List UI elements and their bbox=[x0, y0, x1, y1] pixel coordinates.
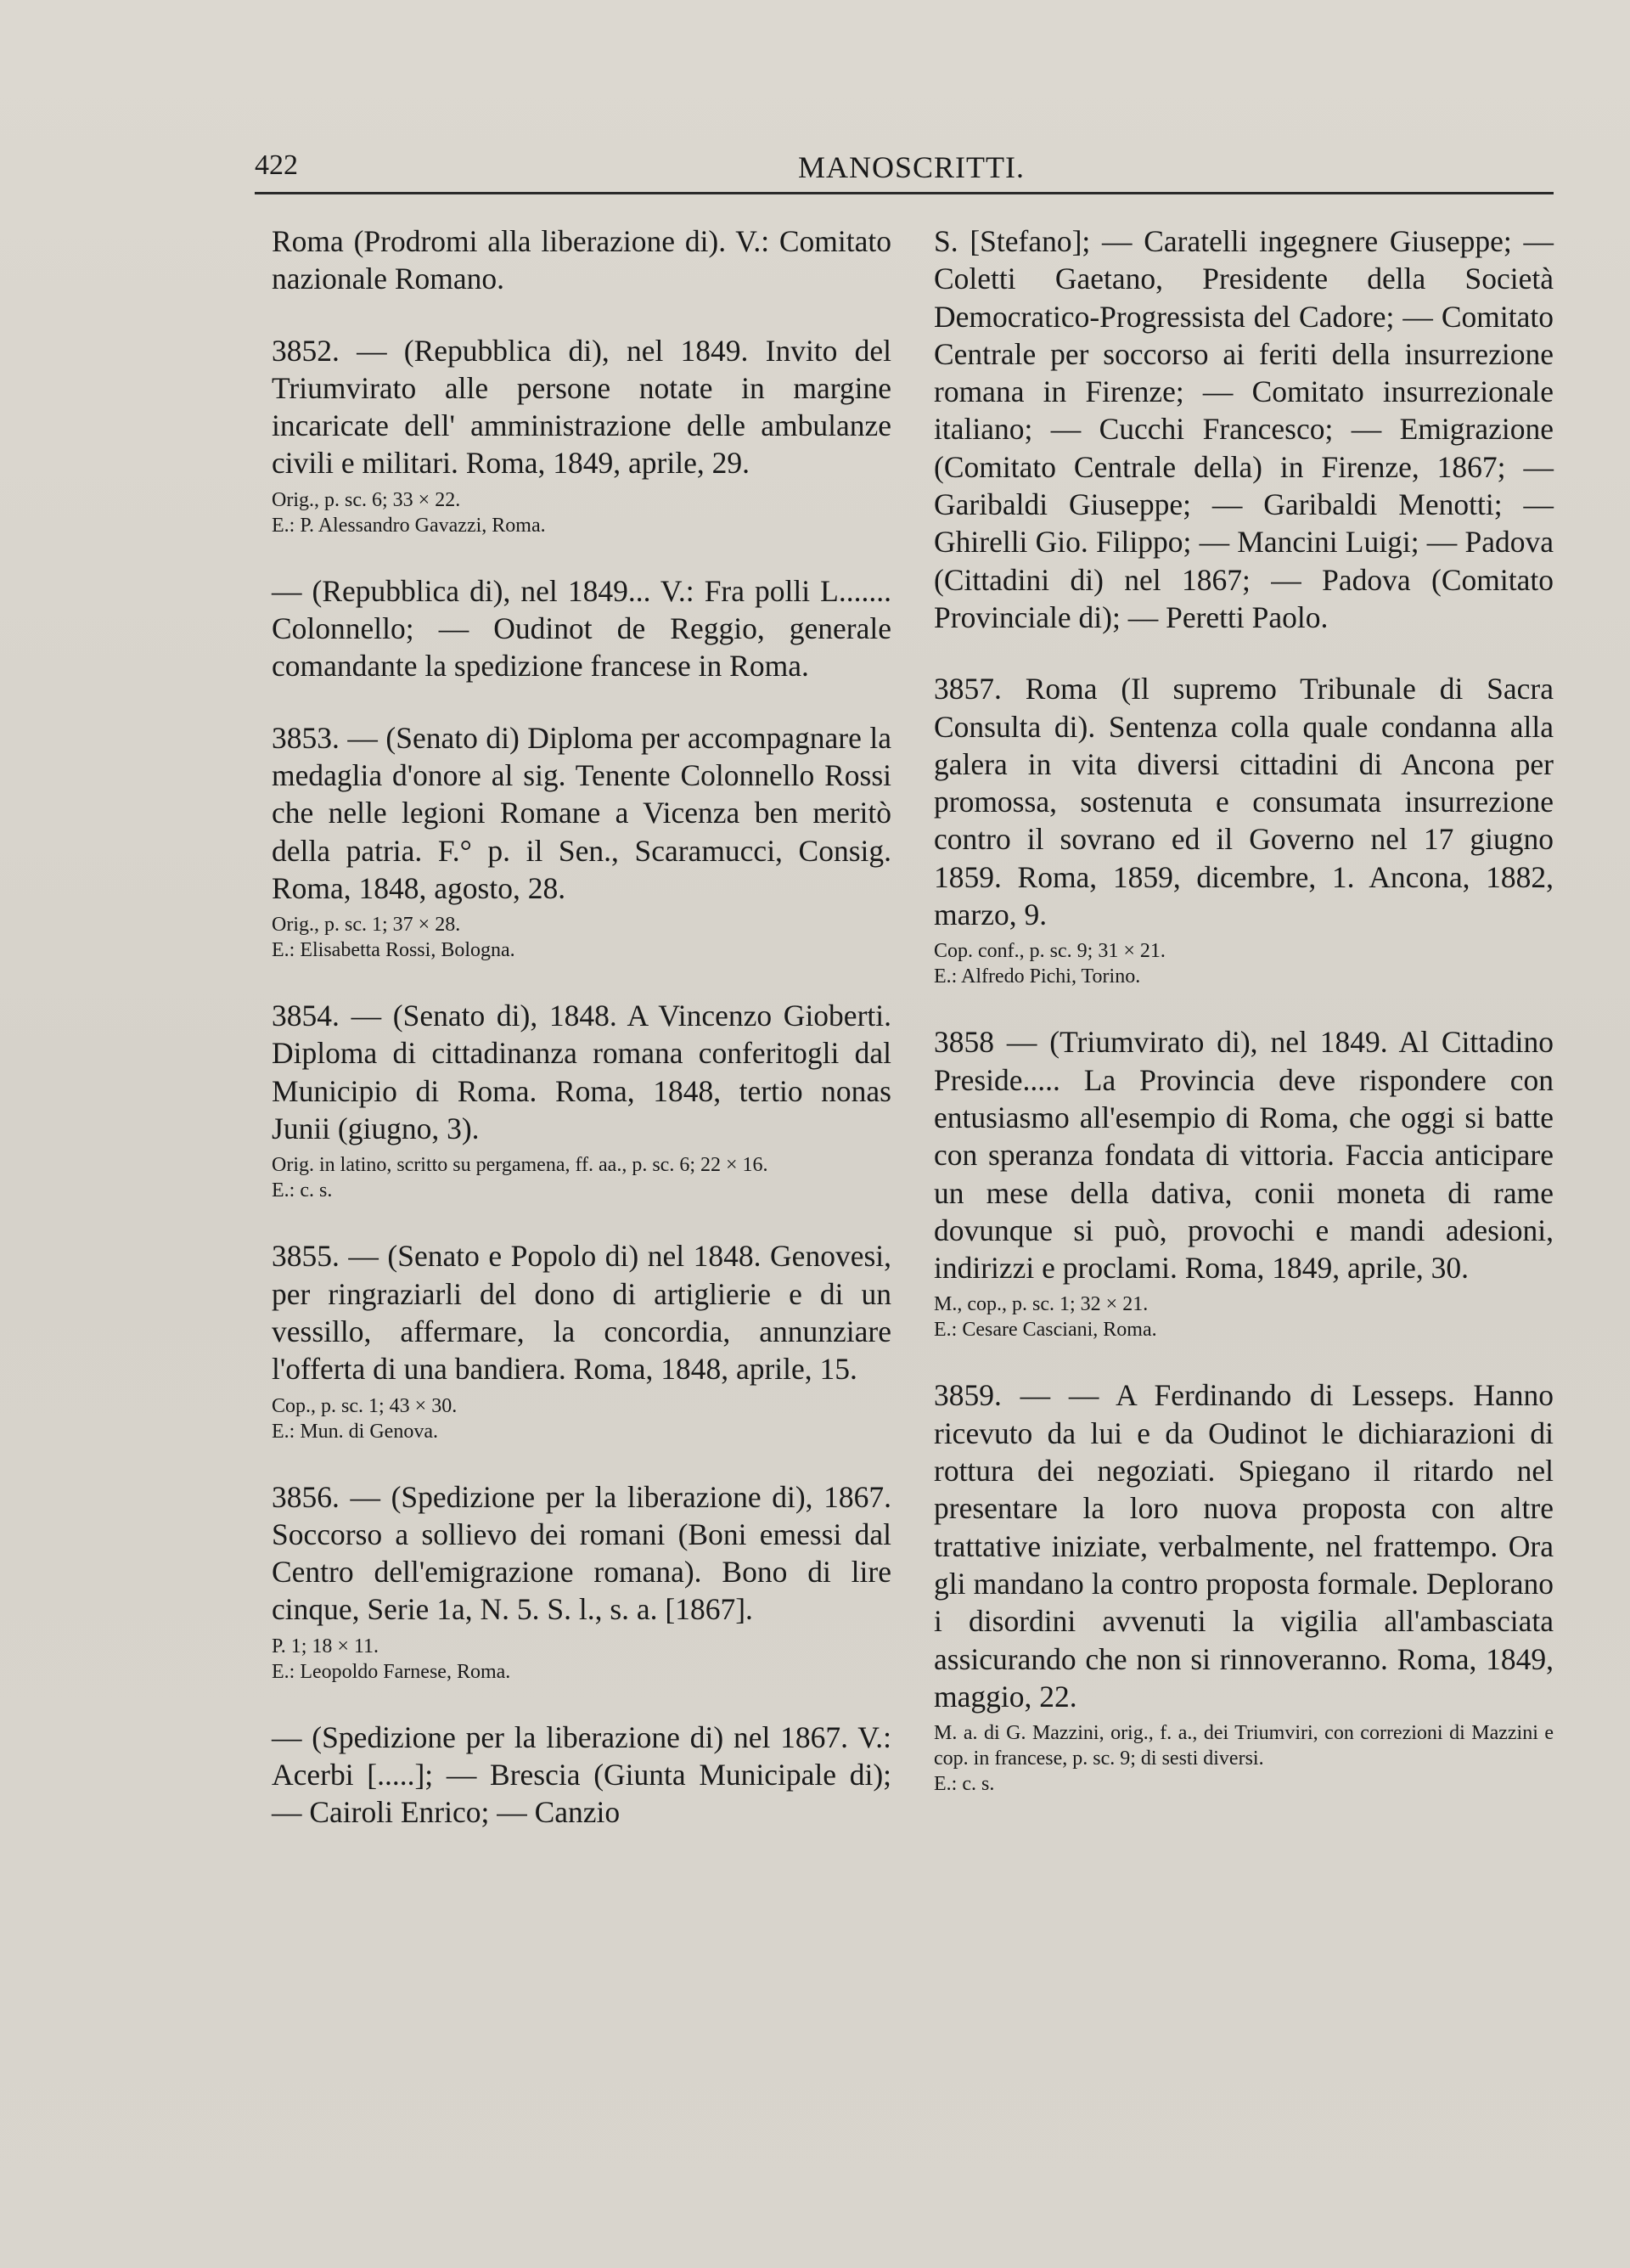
entry-description: Orig., p. sc. 6; 33 × 22. bbox=[272, 488, 461, 511]
entry-meta bbox=[934, 1720, 1554, 1797]
entry-meta bbox=[272, 1634, 891, 1685]
catalog-entry bbox=[272, 572, 891, 685]
entry-description: M., cop., p. sc. 1; 32 × 21. bbox=[934, 1293, 1149, 1316]
catalog-entry bbox=[934, 1376, 1554, 1797]
entry-text: 3854. — (Senato di), 1848. A Vincenzo Gioberti. Diploma di cittadinanza romana conferitogli dal Municipio di Roma. Roma, 1848, tertio nonas Junii (giugno, 3). bbox=[272, 999, 891, 1146]
catalog-entry bbox=[272, 222, 891, 298]
entry-meta bbox=[934, 938, 1554, 989]
entry-text: 3856. — (Spedizione per la liberazione di), 1867. Soccorso a sollievo dei romani (Boni emessi dal Centro dell'emigrazione romana). Bono di lire cinque, Serie 1a, N. 5. S. l., s. a. [1867]. bbox=[272, 1479, 891, 1627]
catalog-entry bbox=[272, 332, 891, 538]
entry-owner: E.: c. s. bbox=[272, 1179, 333, 1202]
right-column bbox=[934, 222, 1554, 1831]
entry-meta bbox=[272, 487, 891, 538]
catalog-entry bbox=[272, 1719, 891, 1832]
entry-owner: E.: Alfredo Pichi, Torino. bbox=[934, 965, 1141, 988]
entry-owner: E.: Leopoldo Farnese, Roma. bbox=[272, 1660, 511, 1683]
entry-text: — (Spedizione per la liberazione di) nel 1867. V.: Acerbi [.....]; — Brescia (Giunta Municipale di); — Cairoli Enrico; — Canzio bbox=[272, 1719, 891, 1830]
page-number: 422 bbox=[255, 149, 298, 181]
catalog-entry bbox=[272, 1237, 891, 1444]
entry-owner: E.: P. Alessandro Gavazzi, Roma. bbox=[272, 514, 546, 537]
entry-text: S. [Stefano]; — Caratelli ingegnere Giuseppe; — Coletti Gaetano, Presidente della Società Democratico-Progressista del Cadore; — Comitato Centrale per soccorso ai feriti della insurrezione romana in Firenze; — Comitato insurrezionale italiano; — Cucchi Francesco; — Emigrazione (Comitato Centrale della) in Firenze, 1867; — Garibaldi Giuseppe; — Garibaldi Menotti; — Ghirelli Gio. Filippo; — Mancini Luigi; — Padova (Cittadini di) nel 1867; — Padova (Comitato Provinciale di); — Peretti Paolo. bbox=[934, 224, 1554, 634]
entry-description: M. a. di G. Mazzini, orig., f. a., dei Triumviri, con correzioni di Mazzini e cop. in francese, p. sc. 9; di sesti diversi. bbox=[934, 1722, 1554, 1770]
page-header bbox=[255, 143, 1554, 190]
entry-text: Roma (Prodromi alla liberazione di). V.: Comitato nazionale Romano. bbox=[272, 224, 891, 296]
entry-owner: E.: Elisabetta Rossi, Bologna. bbox=[272, 939, 515, 962]
entry-text: 3859. — — A Ferdinando di Lesseps. Hanno ricevuto da lui e da Oudinot le dichiarazioni di rottura dei negoziati. Spiegano il ritardo nel presentare la loro nuova proposta con altre trattative iniziate, verbalmente, nel frattempo. Ora gli mandano la contro proposta formale. Deplorano i disordini avvenuti la vigilia all'ambasciata assicurando che non si rinnoveranno. Roma, 1849, maggio, 22. bbox=[934, 1378, 1554, 1714]
entry-description: P. 1; 18 × 11. bbox=[272, 1635, 379, 1657]
catalog-entry bbox=[272, 719, 891, 963]
entry-text: 3852. — (Repubblica di), nel 1849. Invito del Triumvirato alle persone notate in margine incaricate dell' amministrazione delle ambulanze civili e militari. Roma, 1849, aprile, 29. bbox=[272, 333, 891, 481]
entry-meta bbox=[934, 1292, 1554, 1342]
entry-owner: E.: Cesare Casciani, Roma. bbox=[934, 1319, 1157, 1342]
catalog-entry bbox=[272, 997, 891, 1203]
entry-description: Cop. conf., p. sc. 9; 31 × 21. bbox=[934, 940, 1166, 963]
catalog-entry bbox=[934, 1023, 1554, 1342]
left-column bbox=[272, 222, 891, 1866]
catalog-entry bbox=[934, 670, 1554, 989]
entry-meta bbox=[272, 912, 891, 963]
entry-text: 3853. — (Senato di) Diploma per accompagnare la medaglia d'onore al sig. Tenente Colonnello Rossi che nelle legioni Romane a Vicenza ben meritò della patria. F.° p. il Sen., Scaramucci, Consig. Roma, 1848, agosto, 28. bbox=[272, 720, 891, 905]
entry-description: Orig., p. sc. 1; 37 × 28. bbox=[272, 914, 461, 937]
catalog-entry bbox=[272, 1478, 891, 1685]
entry-description: Orig. in latino, scritto su pergamena, ff. aa., p. sc. 6; 22 × 16. bbox=[272, 1154, 768, 1177]
entry-meta bbox=[272, 1152, 891, 1203]
entry-text: 3858 — (Triumvirato di), nel 1849. Al Cittadino Preside..... La Provincia deve rispondere con entusiasmo all'esempio di Roma, che oggi si batte con speranza fondata di vittoria. Faccia anticipare un mese della dativa, conii moneta di rame dovunque si può, provochi e mandi adesioni, indirizzi e proclami. Roma, 1849, aprile, 30. bbox=[934, 1025, 1554, 1286]
entry-text: — (Repubblica di), nel 1849... V.: Fra polli L....... Colonnello; — Oudinot de Reggio, generale comandante la spedizione francese in Roma. bbox=[272, 573, 891, 684]
header-rule bbox=[255, 192, 1554, 194]
running-title: MANOSCRITTI. bbox=[798, 150, 1026, 184]
entry-description: Cop., p. sc. 1; 43 × 30. bbox=[272, 1394, 458, 1417]
entry-owner: E.: c. s. bbox=[934, 1773, 995, 1796]
entry-owner: E.: Mun. di Genova. bbox=[272, 1420, 438, 1443]
entry-meta bbox=[272, 1393, 891, 1444]
entry-text: 3857. Roma (Il supremo Tribunale di Sacra Consulta di). Sentenza colla quale condanna alla galera in vita diversi cittadini di Ancona per promossa, sostenuta e consumata insurrezione contro il sovrano ed il Governo nel 17 giugno 1859. Roma, 1859, dicembre, 1. Ancona, 1882, marzo, 9. bbox=[934, 672, 1554, 932]
catalog-entry bbox=[934, 222, 1554, 636]
entry-text: 3855. — (Senato e Popolo di) nel 1848. Genovesi, per ringraziarli del dono di artiglierie e di un vessillo, affermare, la concordia, annunziare l'offerta di una bandiera. Roma, 1848, aprile, 15. bbox=[272, 1239, 891, 1387]
